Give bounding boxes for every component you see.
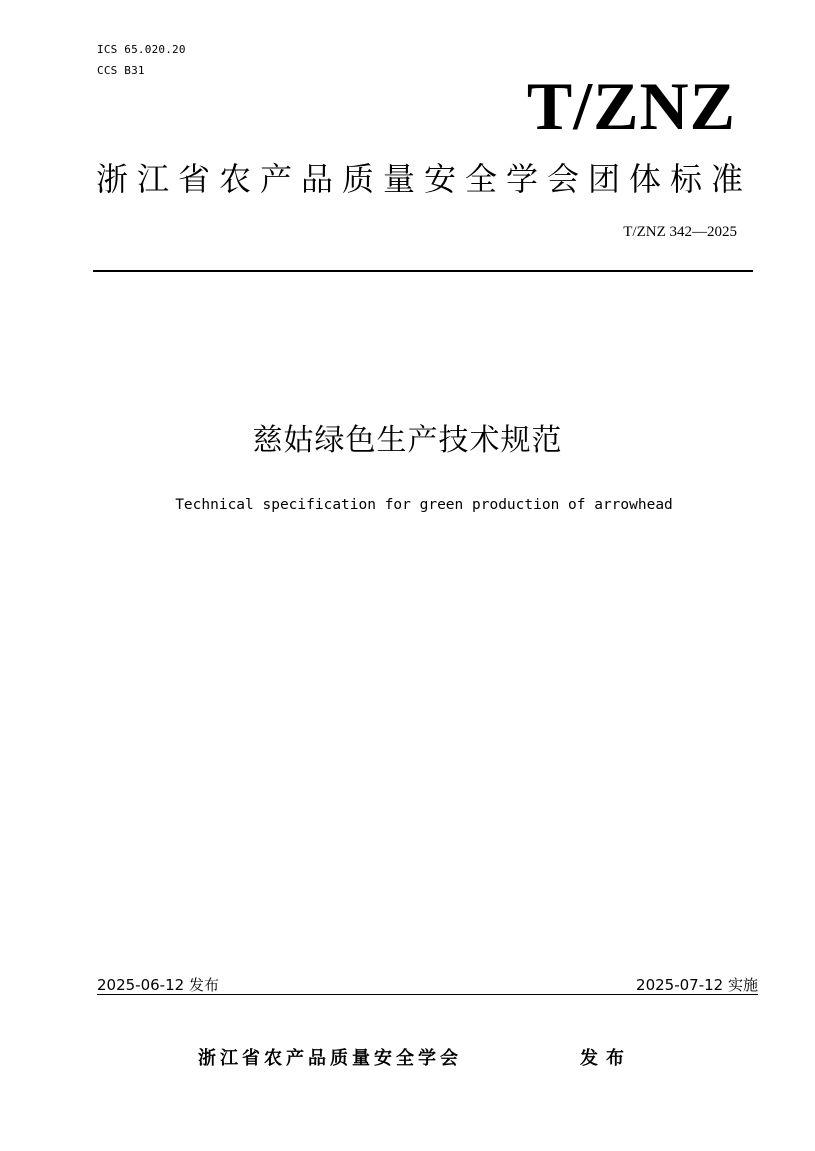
organization-title: 浙江省农产品质量安全学会团体标准 — [96, 160, 753, 198]
publish-date: 2025-06-12 发布 — [97, 976, 219, 994]
implement-date: 2025-07-12 实施 — [636, 976, 758, 994]
document-number: T/ZNZ 342—2025 — [623, 224, 737, 240]
publish-label: 发布 — [580, 1048, 632, 1069]
document-title: 慈姑绿色生产技术规范 — [252, 423, 563, 458]
ccs-code: CCS B31 — [97, 64, 145, 77]
standard-code: T/ZNZ — [526, 68, 736, 144]
publisher-name: 浙江省农产品质量安全学会 — [198, 1048, 462, 1069]
document-title-english: Technical specification for green production of arrowhead — [175, 497, 673, 513]
header-divider — [93, 270, 753, 272]
ics-code: ICS 65.020.20 — [97, 43, 186, 56]
date-divider — [97, 994, 758, 995]
